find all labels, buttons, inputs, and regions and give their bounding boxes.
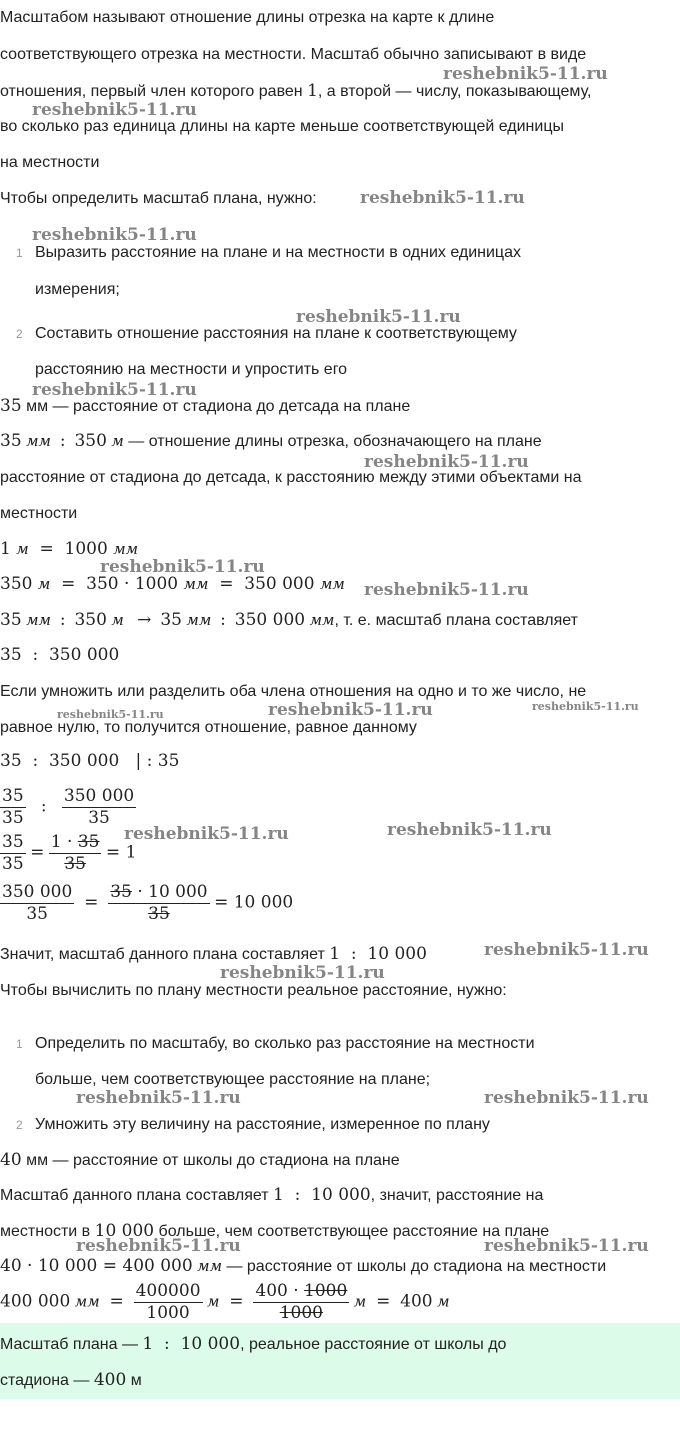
rule-line-2: равное нулю, то получится отношение, равное данному [0, 719, 417, 736]
conclusion-scale: Значит, масштаб данного плана составляет 1 : 10 000 [0, 944, 427, 964]
result-line-1: Масштаб плана — 1 : 10 000, реальное расстояние от школы до [0, 1334, 507, 1354]
conversion-1: 1 м = 1000 мм [0, 539, 139, 559]
fraction: $\frac{350 000}{35}$ [63, 786, 135, 828]
conversion-3: 35 мм : 350 м → 35 мм : 350 000 мм, т. е. масштаб плана составляет [0, 610, 578, 630]
step-text: измерения; [35, 281, 120, 298]
given-distance-1: 35 мм — расстояние от стадиона до детсада на плане [0, 396, 411, 416]
definition-line-2: соответствующего отрезка на местности. Масштаб обычно записывают в виде [0, 46, 587, 63]
step-text: больше, чем соответствующее расстояние на плане; [35, 1071, 431, 1088]
fraction: $\frac{35 \cdot 10 000}{35}$ [110, 882, 208, 924]
ratio-line-1: 35 мм : 350 м — отношение длины отрезка, обозначающего на плане [0, 431, 542, 451]
step-number: 1 [16, 246, 23, 260]
watermark: reshebnik5-11.ru [484, 1088, 649, 1108]
step-text: Определить по масштабу, во сколько раз расстояние на местности [35, 1035, 535, 1052]
ratio-line-2: расстояние от стадиона до детсада, к расстоянию между этими объектами на [0, 469, 582, 486]
fraction: $\frac{350 000}{35}$ [2, 882, 73, 924]
step-text: расстоянию на местности и упростить его [35, 361, 348, 378]
fraction-line-2: $\frac{35}{35}$ = $\frac{1 \cdot 35}{35}$ = 1 [2, 832, 137, 874]
divide-expression: 35 : 350 000 | : 35 [0, 751, 180, 771]
watermark: reshebnik5-11.ru [76, 1236, 241, 1256]
fraction-line-3: $\frac{350 000}{35}$ = $\frac{35 \cdot 10 000}{35}$ = 10 000 [2, 882, 294, 924]
watermark: reshebnik5-11.ru [532, 700, 639, 713]
scale-line-2: местности в 10 000 больше, чем соответствующее расстояние на плане [0, 1221, 550, 1241]
step-text: Выразить расстояние на плане и на местности в одних единицах [35, 244, 521, 261]
result-block [0, 1323, 680, 1399]
scale-line-1: Масштаб данного плана составляет 1 : 10 000, значит, расстояние на [0, 1185, 544, 1205]
step-text: Составить отношение расстояния на плане к соответствующему [35, 325, 517, 342]
watermark: reshebnik5-11.ru [124, 824, 289, 844]
step-text: Умножить эту величину на расстояние, измеренное по плану [35, 1116, 490, 1133]
result-line-2: стадиона — 400 м [0, 1370, 142, 1390]
watermark: reshebnik5-11.ru [364, 452, 529, 472]
watermark: reshebnik5-11.ru [268, 700, 433, 720]
calc-line-1: 40 · 10 000 = 400 000 мм — расстояние от школы до стадиона на местности [0, 1256, 607, 1276]
fraction-line-1: $\frac{35}{35}$ : $\frac{350 000}{35}$ [2, 786, 135, 828]
conversion-2: 350 м = 350 · 1000 мм = 350 000 мм [0, 574, 345, 594]
watermark: reshebnik5-11.ru [220, 963, 385, 983]
watermark: reshebnik5-11.ru [32, 225, 197, 245]
watermark: reshebnik5-11.ru [364, 580, 529, 600]
definition-line-4: во сколько раз единица длины на карте меньше соответствующей единицы [0, 118, 564, 135]
watermark: reshebnik5-11.ru [360, 188, 525, 208]
watermark: reshebnik5-11.ru [57, 708, 164, 721]
fraction: $\frac{1 \cdot 35}{35}$ [50, 832, 100, 874]
step-number: 2 [16, 327, 23, 341]
definition-line-1: Масштабом называют отношение длины отрезка на карте к длине [0, 9, 495, 26]
ratio-line-3: местности [0, 505, 78, 522]
watermark: reshebnik5-11.ru [296, 307, 461, 327]
calc-line-2: 400 000 мм = $\frac{400000}{1000}$ м = $\frac{400 \cdot 1000}{1000}$ м = 400 м [0, 1281, 450, 1323]
watermark: reshebnik5-11.ru [443, 64, 608, 84]
plan-intro: Чтобы определить масштаб плана, нужно: [0, 190, 317, 207]
definition-line-3: отношения, первый член которого равен 1, а второй — числу, показывающему, [0, 81, 592, 101]
watermark: reshebnik5-11.ru [100, 557, 265, 577]
fraction: $\frac{35}{35}$ [2, 832, 24, 874]
watermark: reshebnik5-11.ru [484, 1236, 649, 1256]
fraction: $\frac{35}{35}$ [2, 786, 24, 828]
watermark: reshebnik5-11.ru [76, 1088, 241, 1108]
watermark: reshebnik5-11.ru [484, 940, 649, 960]
rule-line-1: Если умножить или разделить оба члена отношения на одно и то же число, не [0, 683, 587, 700]
given-distance-2: 40 мм — расстояние от школы до стадиона на плане [0, 1150, 400, 1170]
watermark: reshebnik5-11.ru [387, 820, 552, 840]
fraction: $\frac{400000}{1000}$ [135, 1281, 201, 1323]
real-distance-intro: Чтобы вычислить по плану местности реальное расстояние, нужно: [0, 982, 507, 999]
step-number: 2 [16, 1118, 23, 1132]
watermark: reshebnik5-11.ru [32, 380, 197, 400]
watermark: reshebnik5-11.ru [32, 100, 197, 120]
scale-ratio: 35 : 350 000 [0, 645, 120, 665]
definition-line-5: на местности [0, 154, 100, 171]
fraction: $\frac{400 \cdot 1000}{1000}$ [255, 1281, 348, 1323]
step-number: 1 [16, 1037, 23, 1051]
